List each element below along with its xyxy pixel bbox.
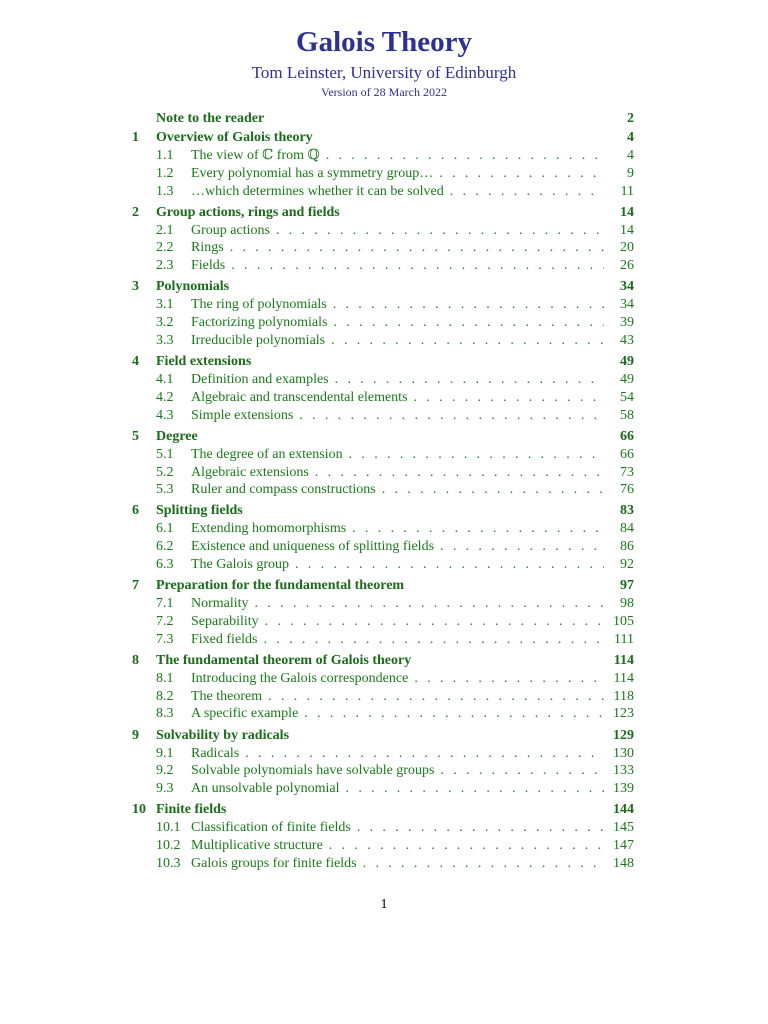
toc-section-page: 130 bbox=[613, 745, 634, 761]
toc-chapter-number: 1 bbox=[132, 130, 139, 145]
toc-section-entry[interactable] bbox=[132, 222, 634, 240]
toc-section-title: Every polynomial has a symmetry group… bbox=[191, 165, 434, 181]
toc-chapter-number: 4 bbox=[132, 354, 139, 370]
toc-section-number: 5.2 bbox=[156, 464, 174, 480]
toc-dot-leader bbox=[191, 705, 604, 723]
toc-chapter-block bbox=[132, 352, 634, 424]
toc-section-title: Existence and uniqueness of splitting fields bbox=[191, 539, 435, 555]
toc-dot-leader bbox=[191, 239, 604, 257]
toc-section-page: 148 bbox=[613, 855, 634, 871]
toc-chapter-block bbox=[132, 576, 634, 648]
toc-section-number: 6.3 bbox=[156, 557, 174, 573]
toc-dot-leader bbox=[191, 780, 604, 798]
toc-section-number: 7.1 bbox=[156, 596, 174, 612]
toc-chapter-title: Finite fields bbox=[156, 802, 227, 818]
toc-section-number: 3.1 bbox=[156, 297, 174, 313]
toc-section-page: 118 bbox=[613, 688, 634, 704]
toc-section-page: 58 bbox=[620, 407, 634, 423]
toc-section-entry[interactable] bbox=[132, 296, 634, 314]
toc-dot-leader bbox=[191, 183, 604, 201]
toc-dot-leader bbox=[191, 837, 604, 855]
toc-section-number: 9.3 bbox=[156, 781, 174, 797]
toc-section-title: …which determines whether it can be solved bbox=[191, 183, 444, 199]
toc-chapter-block bbox=[132, 128, 634, 200]
toc-chapter-block bbox=[132, 726, 634, 798]
toc-chapter-entry[interactable] bbox=[132, 427, 634, 446]
toc-section-page: 34 bbox=[620, 297, 634, 313]
toc-section-entry[interactable] bbox=[132, 147, 634, 165]
toc-section-entry[interactable] bbox=[132, 837, 634, 855]
toc-section-page: 11 bbox=[620, 183, 634, 199]
toc-section-entry[interactable] bbox=[132, 688, 634, 706]
toc-section-entry[interactable] bbox=[132, 314, 634, 332]
toc-section-page: 114 bbox=[613, 670, 634, 686]
toc-section-title: Factorizing polynomials bbox=[191, 315, 328, 331]
toc-chapter-number: 3 bbox=[132, 279, 139, 295]
page-number: 1 bbox=[380, 897, 388, 912]
toc-section-number: 1.2 bbox=[156, 165, 174, 181]
toc-section-number: 8.3 bbox=[156, 706, 174, 722]
toc-dot-leader bbox=[191, 670, 604, 688]
toc-section-title: Algebraic and transcendental elements bbox=[191, 389, 408, 405]
toc-chapter-title: Field extensions bbox=[156, 354, 252, 370]
toc-section-title: Irreducible polynomials bbox=[191, 332, 326, 348]
toc-section-title: Multiplicative structure bbox=[191, 837, 323, 853]
toc-section-entry[interactable] bbox=[132, 520, 634, 538]
toc-chapter-page: 4 bbox=[627, 130, 634, 145]
toc-note-page: 2 bbox=[627, 111, 634, 126]
toc-chapter-number: 10 bbox=[132, 802, 146, 818]
toc-section-entry[interactable] bbox=[132, 762, 634, 780]
toc-section-page: 20 bbox=[620, 240, 634, 256]
toc-section-number: 6.2 bbox=[156, 539, 174, 555]
toc-section-entry[interactable] bbox=[132, 613, 634, 631]
toc-section-title: Galois groups for finite fields bbox=[191, 855, 357, 871]
toc-section-page: 26 bbox=[620, 258, 634, 274]
toc-chapter-title: Polynomials bbox=[156, 279, 230, 295]
toc-section-page: 54 bbox=[620, 389, 634, 405]
toc-section-entry[interactable] bbox=[132, 332, 634, 350]
version-line: Version of 28 March 2022 bbox=[321, 85, 447, 99]
toc-section-number: 8.2 bbox=[156, 688, 174, 704]
toc-chapter-title: Splitting fields bbox=[156, 503, 243, 519]
toc-chapter-number: 8 bbox=[132, 652, 139, 668]
toc-chapter-block bbox=[132, 277, 634, 349]
toc-chapter-title: Solvability by radicals bbox=[156, 727, 290, 743]
toc-chapter-page: 129 bbox=[613, 727, 634, 743]
toc-dot-leader bbox=[191, 222, 604, 240]
toc-section-number: 3.3 bbox=[156, 332, 174, 348]
toc-dot-leader bbox=[191, 556, 604, 574]
toc-section-page: 66 bbox=[620, 446, 634, 462]
toc-section-entry[interactable] bbox=[132, 464, 634, 482]
toc-section-number: 4.2 bbox=[156, 389, 174, 405]
author-line: Tom Leinster, University of Edinburgh bbox=[251, 63, 517, 82]
toc-chapter-page: 83 bbox=[620, 503, 634, 519]
toc-dot-leader bbox=[191, 520, 604, 538]
toc-chapter-title: Degree bbox=[156, 428, 198, 444]
toc-chapter-entry[interactable] bbox=[132, 651, 634, 670]
toc-chapter-page: 14 bbox=[620, 204, 634, 220]
toc-section-title: Ruler and compass constructions bbox=[191, 482, 376, 498]
table-of-contents bbox=[132, 109, 634, 873]
toc-section-entry[interactable] bbox=[132, 595, 634, 613]
toc-section-page: 133 bbox=[613, 763, 634, 779]
toc-chapter-entry[interactable] bbox=[132, 128, 634, 147]
toc-section-page: 14 bbox=[620, 222, 634, 238]
toc-chapter-number: 2 bbox=[132, 204, 139, 220]
toc-section-number: 2.1 bbox=[156, 222, 174, 238]
toc-section-title: The degree of an extension bbox=[191, 446, 343, 462]
toc-section-page: 147 bbox=[613, 837, 634, 853]
toc-section-title: Simple extensions bbox=[191, 407, 294, 423]
toc-chapter-title: The fundamental theorem of Galois theory bbox=[156, 652, 412, 668]
toc-section-number: 9.2 bbox=[156, 763, 174, 779]
toc-section-entry[interactable] bbox=[132, 481, 634, 499]
toc-dot-leader bbox=[191, 481, 604, 499]
toc-section-page: 43 bbox=[620, 332, 634, 348]
toc-chapter-number: 7 bbox=[132, 578, 139, 594]
toc-dot-leader bbox=[191, 147, 604, 165]
toc-dot-leader bbox=[191, 762, 604, 780]
toc-section-entry[interactable] bbox=[132, 538, 634, 556]
toc-chapter-page: 97 bbox=[620, 578, 634, 594]
toc-section-title: The ring of polynomials bbox=[191, 297, 327, 313]
toc-chapter-entry[interactable] bbox=[132, 277, 634, 296]
toc-dot-leader bbox=[191, 296, 604, 314]
toc-section-page: 111 bbox=[614, 631, 634, 647]
toc-section-title: The Galois group bbox=[191, 557, 289, 573]
toc-dot-leader bbox=[191, 371, 604, 389]
toc-chapter-entry[interactable] bbox=[132, 501, 634, 520]
toc-dot-leader bbox=[191, 407, 604, 425]
toc-section-page: 4 bbox=[627, 148, 634, 163]
toc-section-title: Radicals bbox=[191, 745, 240, 761]
toc-dot-leader bbox=[191, 595, 604, 613]
toc-section-title: Separability bbox=[191, 613, 259, 629]
toc-chapter-number: 5 bbox=[132, 428, 139, 444]
toc-section-title: Solvable polynomials have solvable groups bbox=[191, 763, 435, 779]
toc-section-number: 2.3 bbox=[156, 258, 174, 274]
toc-chapter-page: 49 bbox=[620, 354, 634, 370]
toc-dot-leader bbox=[191, 165, 604, 183]
toc-chapter-entry[interactable] bbox=[132, 726, 634, 745]
toc-section-page: 105 bbox=[613, 613, 634, 629]
toc-section-page: 84 bbox=[620, 521, 634, 537]
toc-section-title: The theorem bbox=[191, 688, 263, 704]
toc-section-entry[interactable] bbox=[132, 165, 634, 183]
toc-dot-leader bbox=[191, 446, 604, 464]
toc-section-entry[interactable] bbox=[132, 183, 634, 201]
toc-section-number: 10.3 bbox=[156, 855, 181, 871]
toc-section-entry[interactable] bbox=[132, 407, 634, 425]
toc-dot-leader bbox=[191, 538, 604, 556]
toc-chapter-title: Preparation for the fundamental theorem bbox=[156, 578, 405, 594]
toc-section-title: Fixed fields bbox=[191, 631, 258, 647]
toc-chapter-entry[interactable] bbox=[132, 576, 634, 595]
toc-chapter-entry[interactable] bbox=[132, 352, 634, 371]
document-title: Galois Theory bbox=[296, 26, 472, 58]
toc-section-title: Extending homomorphisms bbox=[191, 521, 347, 537]
toc-section-title: An unsolvable polynomial bbox=[191, 781, 340, 797]
toc-section-title: Definition and examples bbox=[191, 372, 329, 388]
toc-dot-leader bbox=[191, 332, 604, 350]
toc-chapter-page: 34 bbox=[620, 279, 634, 295]
toc-section-page: 39 bbox=[620, 315, 634, 331]
toc-dot-leader bbox=[191, 314, 604, 332]
toc-section-title: Introducing the Galois correspondence bbox=[191, 670, 409, 686]
toc-chapter-block bbox=[132, 651, 634, 723]
toc-note-title: Note to the reader bbox=[156, 111, 265, 126]
toc-section-number: 7.3 bbox=[156, 631, 174, 647]
toc-section-page: 139 bbox=[613, 781, 634, 797]
toc-chapter-title: Group actions, rings and fields bbox=[156, 204, 340, 220]
toc-chapter-page: 114 bbox=[613, 652, 634, 668]
toc-section-title: Classification of finite fields bbox=[191, 820, 351, 836]
toc-section-entry[interactable] bbox=[132, 446, 634, 464]
toc-section-entry[interactable] bbox=[132, 257, 634, 275]
toc-section-number: 10.2 bbox=[156, 837, 181, 853]
toc-section-title: Fields bbox=[191, 258, 226, 274]
toc-section-number: 6.1 bbox=[156, 521, 174, 537]
toc-chapter-block bbox=[132, 427, 634, 499]
toc-section-entry[interactable] bbox=[132, 556, 634, 574]
toc-section-number: 5.3 bbox=[156, 482, 174, 498]
toc-section-entry[interactable] bbox=[132, 745, 634, 763]
toc-section-entry[interactable] bbox=[132, 780, 634, 798]
toc-section-title: A specific example bbox=[191, 706, 299, 722]
toc-section-title: Group actions bbox=[191, 222, 270, 238]
toc-chapter-number: 6 bbox=[132, 503, 139, 519]
toc-section-number: 1.3 bbox=[156, 183, 174, 199]
toc-dot-leader bbox=[191, 389, 604, 407]
toc-section-entry[interactable] bbox=[132, 389, 634, 407]
toc-chapter-block bbox=[132, 203, 634, 275]
toc-section-page: 98 bbox=[620, 596, 634, 612]
toc-section-number: 7.2 bbox=[156, 613, 174, 629]
toc-dot-leader bbox=[191, 688, 604, 706]
toc-section-title: Algebraic extensions bbox=[191, 464, 309, 480]
toc-section-number: 3.2 bbox=[156, 315, 174, 331]
toc-chapter-page: 144 bbox=[613, 802, 634, 818]
toc-chapter-entry[interactable] bbox=[132, 203, 634, 222]
toc-section-page: 145 bbox=[613, 820, 634, 836]
toc-section-page: 92 bbox=[620, 557, 634, 573]
toc-section-page: 76 bbox=[620, 482, 634, 498]
toc-section-title: Rings bbox=[191, 240, 224, 256]
toc-section-title: Normality bbox=[191, 596, 249, 612]
toc-dot-leader bbox=[191, 855, 604, 873]
toc-dot-leader bbox=[191, 745, 604, 763]
toc-section-number: 9.1 bbox=[156, 745, 174, 761]
toc-section-number: 4.3 bbox=[156, 407, 174, 423]
toc-chapter-number: 9 bbox=[132, 727, 139, 743]
toc-section-page: 9 bbox=[627, 165, 634, 181]
toc-section-number: 4.1 bbox=[156, 372, 174, 388]
toc-chapter-page: 66 bbox=[620, 428, 634, 444]
toc-dot-leader bbox=[191, 613, 604, 631]
toc-section-title: The view of ℂ from ℚ bbox=[191, 148, 320, 163]
toc-section-entry[interactable] bbox=[132, 670, 634, 688]
toc-dot-leader bbox=[191, 464, 604, 482]
toc-section-number: 10.1 bbox=[156, 820, 181, 836]
toc-section-page: 73 bbox=[620, 464, 634, 480]
toc-chapter-title: Overview of Galois theory bbox=[156, 130, 313, 145]
toc-section-number: 2.2 bbox=[156, 240, 174, 256]
toc-section-entry[interactable] bbox=[132, 631, 634, 649]
toc-chapters bbox=[132, 128, 634, 873]
toc-section-number: 1.1 bbox=[156, 148, 174, 163]
toc-section-number: 8.1 bbox=[156, 670, 174, 686]
toc-dot-leader bbox=[191, 819, 604, 837]
toc-section-entry[interactable] bbox=[132, 239, 634, 257]
toc-note-entry[interactable] bbox=[132, 109, 634, 128]
toc-chapter-block bbox=[132, 501, 634, 573]
toc-section-page: 86 bbox=[620, 539, 634, 555]
toc-section-entry[interactable] bbox=[132, 705, 634, 723]
toc-chapter-block bbox=[132, 800, 634, 872]
toc-dot-leader bbox=[191, 631, 604, 649]
toc-section-number: 5.1 bbox=[156, 446, 174, 462]
toc-section-page: 123 bbox=[613, 706, 634, 722]
toc-section-entry[interactable] bbox=[132, 855, 634, 873]
toc-chapter-entry[interactable] bbox=[132, 800, 634, 819]
toc-section-entry[interactable] bbox=[132, 371, 634, 389]
toc-dot-leader bbox=[191, 257, 604, 275]
toc-section-page: 49 bbox=[620, 372, 634, 388]
toc-section-entry[interactable] bbox=[132, 819, 634, 837]
